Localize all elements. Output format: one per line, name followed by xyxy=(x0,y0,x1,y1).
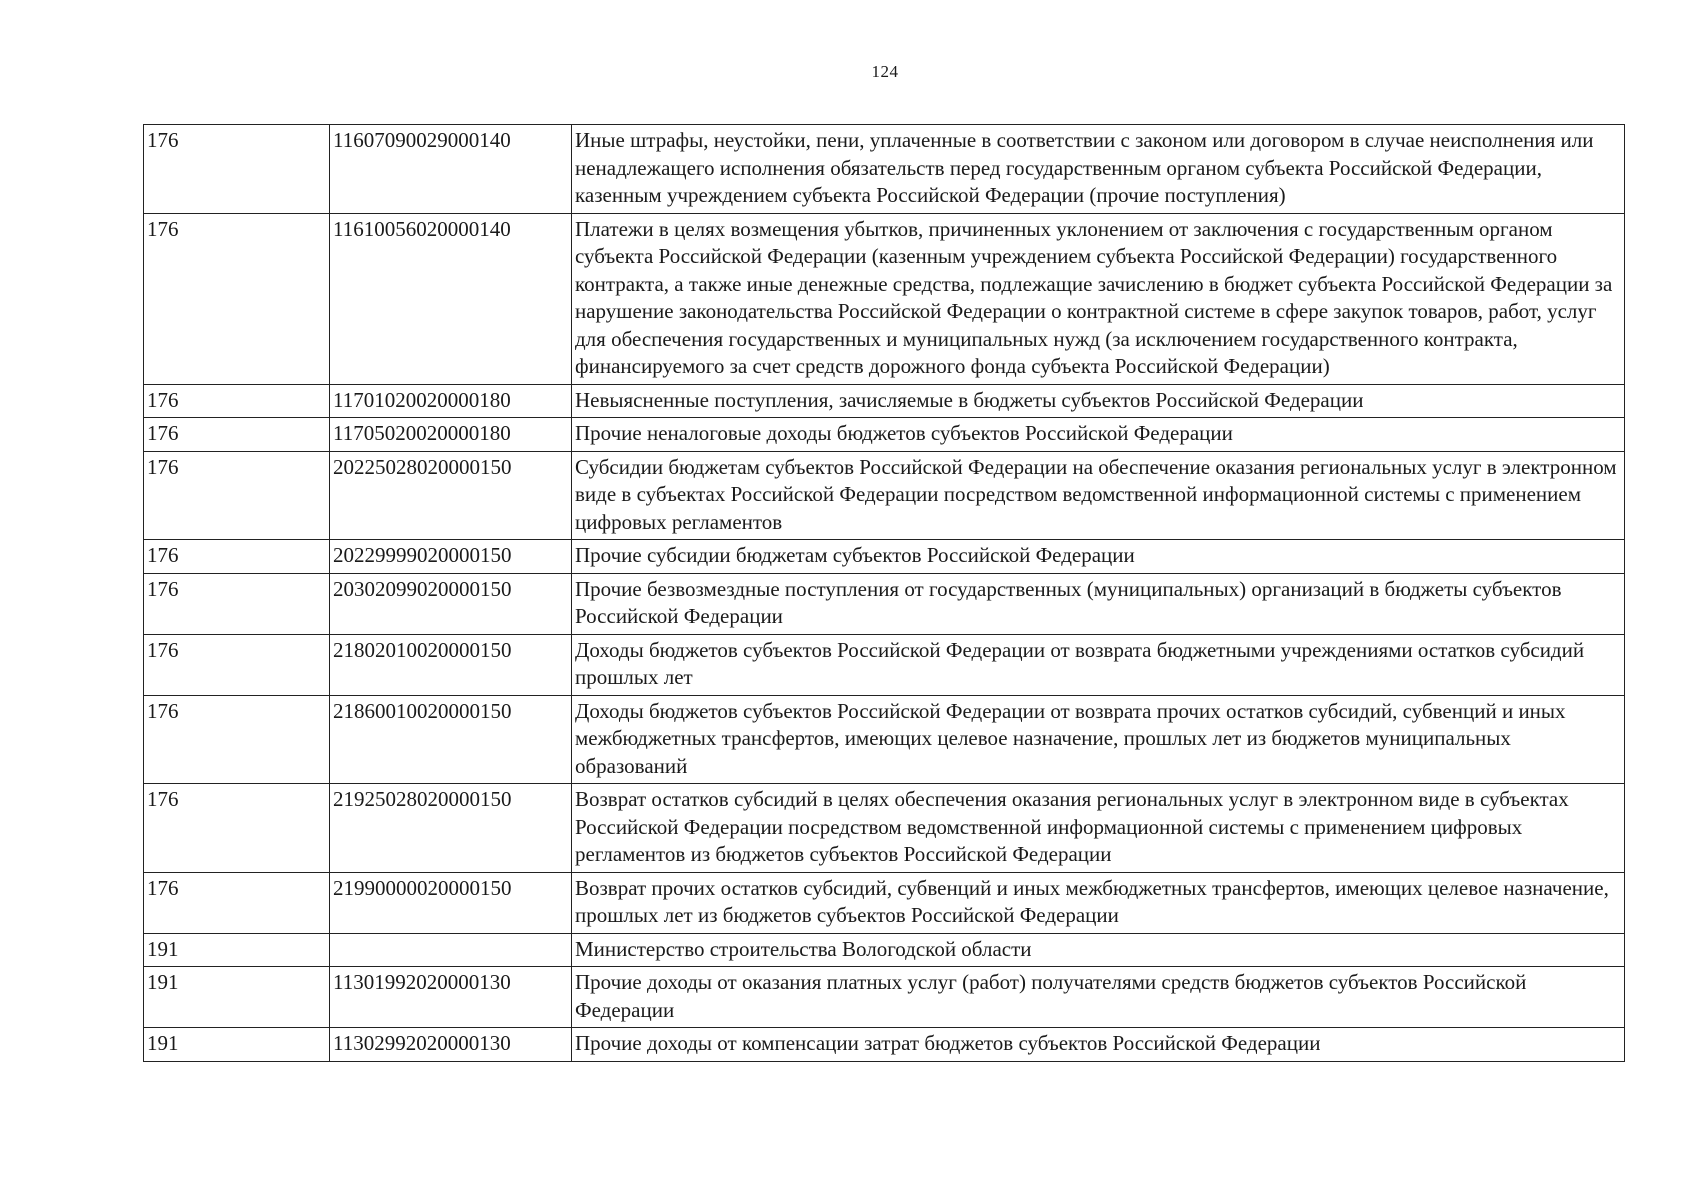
table-row xyxy=(144,213,1625,384)
budget-code-cell: 11705020020000180 xyxy=(330,418,572,452)
admin-code-cell: 191 xyxy=(144,967,330,1028)
table-row xyxy=(144,784,1625,873)
budget-code-cell: 21925028020000150 xyxy=(330,784,572,873)
revenue-name-cell: Возврат прочих остатков субсидий, субвенций и иных межбюджетных трансфертов, имеющих целевое назначение, прошлых лет из бюджетов субъектов Российской Федерации xyxy=(572,872,1625,933)
revenue-name-cell: Министерство строительства Вологодской области xyxy=(572,933,1625,967)
admin-code-cell: 176 xyxy=(144,418,330,452)
table-row xyxy=(144,384,1625,418)
admin-code-cell: 176 xyxy=(144,695,330,784)
table-row xyxy=(144,125,1625,214)
admin-code-cell: 176 xyxy=(144,634,330,695)
admin-code-cell: 176 xyxy=(144,125,330,214)
admin-code-cell: 176 xyxy=(144,451,330,540)
revenue-name-cell: Доходы бюджетов субъектов Российской Федерации от возврата прочих остатков субсидий, субвенций и иных межбюджетных трансфертов, имеющих целевое назначение, прошлых лет из бюджетов муниципальных образований xyxy=(572,695,1625,784)
budget-code-cell: 11301992020000130 xyxy=(330,967,572,1028)
admin-code-cell: 176 xyxy=(144,872,330,933)
revenue-name-cell: Иные штрафы, неустойки, пени, уплаченные в соответствии с законом или договором в случае неисполнения или ненадлежащего исполнения обязательств перед государственным органом субъекта Российской Федерации, казенным учреждением субъекта Российской Федерации (прочие поступления) xyxy=(572,125,1625,214)
revenue-name-cell: Прочие доходы от компенсации затрат бюджетов субъектов Российской Федерации xyxy=(572,1028,1625,1062)
revenue-name-cell: Прочие неналоговые доходы бюджетов субъектов Российской Федерации xyxy=(572,418,1625,452)
budget-code-cell: 21990000020000150 xyxy=(330,872,572,933)
budget-code-cell: 20225028020000150 xyxy=(330,451,572,540)
budget-code-cell: 11610056020000140 xyxy=(330,213,572,384)
revenue-name-cell: Доходы бюджетов субъектов Российской Федерации от возврата бюджетными учреждениями остатков субсидий прошлых лет xyxy=(572,634,1625,695)
admin-code-cell: 176 xyxy=(144,213,330,384)
budget-code-cell: 21860010020000150 xyxy=(330,695,572,784)
table-row xyxy=(144,967,1625,1028)
table-row xyxy=(144,540,1625,574)
table-row xyxy=(144,418,1625,452)
table-row xyxy=(144,695,1625,784)
table-row xyxy=(144,451,1625,540)
budget-code-cell: 20302099020000150 xyxy=(330,573,572,634)
admin-code-cell: 176 xyxy=(144,540,330,574)
budget-code-cell xyxy=(330,933,572,967)
revenue-name-cell: Субсидии бюджетам субъектов Российской Федерации на обеспечение оказания региональных услуг в электронном виде в субъектах Российской Федерации посредством ведомственной информационной системы с применением цифровых регламентов xyxy=(572,451,1625,540)
table-row xyxy=(144,872,1625,933)
table-row xyxy=(144,573,1625,634)
admin-code-cell: 176 xyxy=(144,573,330,634)
revenue-name-cell: Прочие доходы от оказания платных услуг (работ) получателями средств бюджетов субъектов Российской Федерации xyxy=(572,967,1625,1028)
budget-code-cell: 21802010020000150 xyxy=(330,634,572,695)
page-number: 124 xyxy=(871,62,899,81)
table-row xyxy=(144,1028,1625,1062)
revenue-name-cell: Прочие субсидии бюджетам субъектов Российской Федерации xyxy=(572,540,1625,574)
admin-code-cell: 176 xyxy=(144,384,330,418)
revenue-name-cell: Платежи в целях возмещения убытков, причиненных уклонением от заключения с государственным органом субъекта Российской Федерации (казенным учреждением субъекта Российской Федерации) государственного контракта, а также иные денежные средства, подлежащие зачислению в бюджет субъекта Российской Федерации за нарушение законодательства Российской Федерации о контрактной системе в сфере закупок товаров, работ, услуг для обеспечения государственных и муниципальных нужд (за исключением государственного контракта, финансируемого за счет средств дорожного фонда субъекта Российской Федерации) xyxy=(572,213,1625,384)
budget-code-cell: 20229999020000150 xyxy=(330,540,572,574)
admin-code-cell: 191 xyxy=(144,1028,330,1062)
admin-code-cell: 191 xyxy=(144,933,330,967)
budget-code-cell: 11302992020000130 xyxy=(330,1028,572,1062)
budget-code-cell: 11701020020000180 xyxy=(330,384,572,418)
table-row xyxy=(144,933,1625,967)
revenue-name-cell: Возврат остатков субсидий в целях обеспечения оказания региональных услуг в электронном виде в субъектах Российской Федерации посредством ведомственной информационной системы с применением цифровых регламентов из бюджетов субъектов Российской Федерации xyxy=(572,784,1625,873)
revenue-classification-table xyxy=(143,124,1625,1062)
budget-code-cell: 11607090029000140 xyxy=(330,125,572,214)
admin-code-cell: 176 xyxy=(144,784,330,873)
table-row xyxy=(144,634,1625,695)
revenue-name-cell: Прочие безвозмездные поступления от государственных (муниципальных) организаций в бюджеты субъектов Российской Федерации xyxy=(572,573,1625,634)
revenue-name-cell: Невыясненные поступления, зачисляемые в бюджеты субъектов Российской Федерации xyxy=(572,384,1625,418)
